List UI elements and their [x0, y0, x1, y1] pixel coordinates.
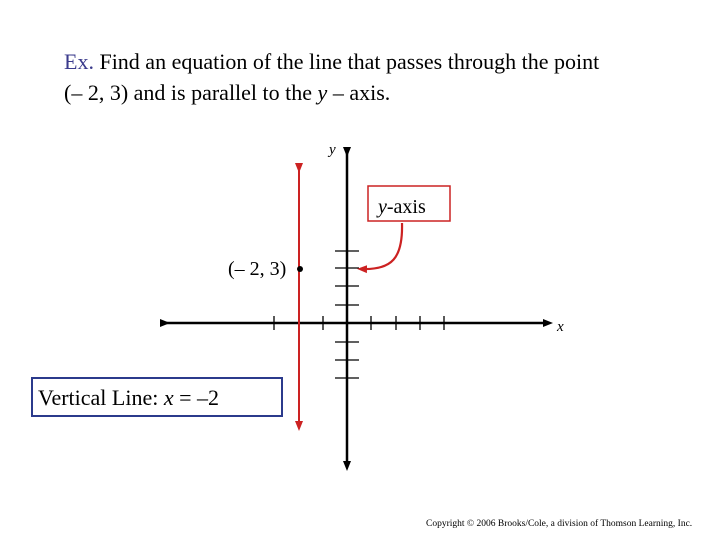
- y-axis-callout-label: [376, 196, 426, 218]
- equation-variable: x: [163, 385, 174, 410]
- callout-variable: y: [378, 196, 387, 218]
- problem-line-1-text: Find an equation of the line that passes through the point: [99, 49, 600, 74]
- callout-arrow: [362, 223, 402, 269]
- callout-text: -axis: [386, 196, 426, 218]
- vertical-line-equation: [38, 385, 219, 410]
- problem-line-2-start: (– 2, 3) and is parallel to the: [64, 80, 318, 105]
- example-prefix: Ex.: [64, 49, 94, 74]
- x-axis-label: x: [557, 319, 564, 335]
- point-label: (– 2, 3): [228, 258, 287, 280]
- problem-line-2-end: – axis.: [327, 80, 391, 105]
- equation-rest: = –2: [173, 385, 220, 410]
- point-marker: [297, 266, 303, 272]
- y-axis-label: y: [329, 142, 336, 158]
- copyright-notice: Copyright © 2006 Brooks/Cole, a division of Thomson Learning, Inc.: [426, 519, 693, 529]
- vertical-line-label: Vertical Line:: [38, 385, 164, 410]
- problem-line-2-variable: y: [317, 80, 328, 105]
